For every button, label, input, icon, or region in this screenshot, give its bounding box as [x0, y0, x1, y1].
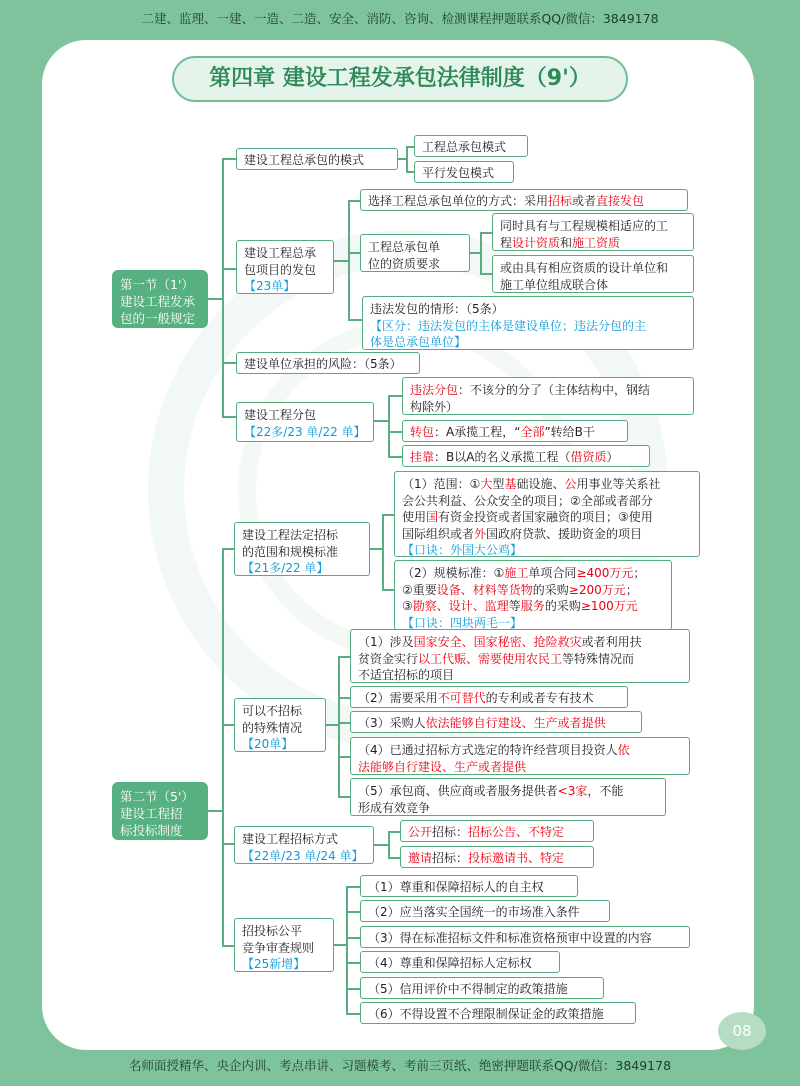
- connector: [374, 420, 388, 422]
- node-exempt-5: [350, 778, 666, 816]
- text: 础设施、: [516, 477, 565, 491]
- exam-tag: 【25新增】: [242, 957, 306, 971]
- rule-text: （4）尊重和保障招标人定标权: [368, 956, 532, 970]
- highlight: 投标邀请书、特定: [468, 851, 565, 865]
- connector: [338, 697, 350, 699]
- connector: [398, 158, 406, 160]
- text: 程: [500, 235, 513, 250]
- highlight: 招标公告、不特定: [468, 825, 565, 839]
- text: 选择工程总承包单位的方式：采用: [368, 194, 549, 208]
- connector: [370, 548, 382, 550]
- node-tender-scope: [234, 522, 370, 576]
- connector: [346, 988, 360, 990]
- connector: [222, 158, 224, 416]
- text: 会公共利益、公众安全的项目；②全部或者部分: [402, 493, 653, 508]
- connector: [374, 844, 388, 846]
- text: 等特殊情况而: [562, 651, 635, 666]
- node-exempt-2: [350, 686, 628, 708]
- node-label: 建设工程法定招标: [242, 528, 339, 542]
- connector: [382, 514, 394, 516]
- exam-tag: 【23单】: [244, 279, 296, 293]
- highlight: 勘察、设计、监理: [412, 599, 509, 613]
- highlight: 大: [480, 477, 493, 491]
- connector: [338, 796, 350, 798]
- node-subcontracting: [236, 402, 374, 442]
- text: ）: [606, 450, 619, 464]
- section-2-number: 第二节（5'）: [120, 789, 194, 804]
- page-title: 第四章 建设工程发承包法律制度（9'）: [209, 66, 591, 91]
- connector: [388, 831, 400, 833]
- text: 国际组织或者: [402, 526, 475, 541]
- highlight: 借资质: [570, 450, 607, 464]
- list-item: [360, 926, 690, 948]
- node-qualification: [360, 234, 470, 272]
- mnemonic: 【口诀：外国大公鸡】: [402, 543, 523, 557]
- text: 或者: [572, 194, 597, 208]
- section-1-box: [112, 270, 208, 328]
- text: （1）范围：①: [402, 477, 481, 491]
- highlight: 国: [426, 510, 439, 524]
- node-mode-parallel: [414, 161, 514, 183]
- text: ③: [402, 599, 413, 613]
- highlight: ≥400万元: [576, 566, 634, 580]
- node-label: 建设工程招标方式: [242, 832, 339, 846]
- node-label: 可以不招标: [242, 704, 303, 718]
- list-item: [360, 1002, 636, 1024]
- text: ；: [633, 566, 646, 580]
- list-item: [360, 900, 610, 922]
- text: 的采购: [532, 582, 569, 597]
- node-exempt-3: [350, 711, 642, 733]
- connector: [222, 158, 236, 160]
- connector: [346, 1013, 360, 1015]
- highlight: 国家安全、国家秘密、抢险救灾: [413, 635, 582, 649]
- connector: [222, 945, 234, 947]
- text: ”转给B干: [544, 425, 595, 439]
- text: 不适宜招标的项目: [358, 668, 455, 682]
- highlight: 设备、材料等货物: [436, 582, 533, 597]
- text: ：A承揽工程，“: [434, 425, 521, 439]
- highlight: 法能够自行建设、生产或者提供: [358, 759, 527, 774]
- note: 体是总承包单位】: [370, 335, 467, 349]
- highlight: 施工资质: [572, 235, 621, 250]
- text: （1）涉及: [358, 635, 414, 649]
- highlight: 依: [617, 743, 630, 757]
- list-item: [360, 951, 560, 973]
- highlight: 外: [474, 526, 487, 541]
- connector: [348, 319, 362, 321]
- text: 招标：: [432, 825, 469, 839]
- connector: [388, 857, 400, 859]
- node-contract-mode: [236, 148, 398, 170]
- node-epc-issuing: [236, 240, 334, 294]
- page-number: 08: [718, 1012, 766, 1050]
- rule-text: （3）得在标准招标文件和标准资格预审中设置的内容: [368, 931, 652, 945]
- highlight: 全部: [520, 425, 545, 439]
- text: ：B以A的名义承揽工程（: [434, 450, 571, 464]
- highlight: 违法分包: [410, 383, 459, 397]
- section-2-box: [112, 782, 208, 840]
- connector: [388, 395, 402, 397]
- node-label: 的范围和规模标准: [242, 544, 339, 559]
- node-illegal-subcontract: [402, 377, 694, 415]
- list-item: [360, 977, 604, 999]
- connector: [208, 810, 222, 812]
- node-illegal-issuing: [362, 296, 694, 350]
- node-invited-tender: [400, 846, 594, 868]
- highlight: 施工: [504, 566, 529, 580]
- text: ：不该分的分了（主体结构中，钢结: [458, 383, 651, 397]
- connector: [338, 722, 350, 724]
- highlight: 依法能够自行建设、生产或者提供: [425, 716, 606, 730]
- text: 使用: [402, 510, 427, 524]
- top-banner-text: 二建、监理、一建、一造、二造、安全、消防、咨询、检测课程押题联系QQ/微信：3849178: [141, 11, 659, 26]
- connector: [208, 298, 222, 300]
- node-exempt-4: [350, 737, 690, 775]
- text: 等: [508, 599, 521, 613]
- section-2-title-line2: 标投标制度: [120, 823, 183, 838]
- connector: [382, 589, 394, 591]
- highlight: 基: [504, 477, 517, 491]
- highlight: ≥100万元: [580, 599, 638, 613]
- exam-tag: 【20单】: [242, 737, 294, 751]
- bottom-banner-text: 名师面授精华、央企内训、考点串讲、习题模考、考前三页纸、绝密押题联系QQ/微信：3849178: [128, 1058, 672, 1073]
- node-label: 招投标公平: [242, 924, 303, 938]
- highlight: 不可替代: [437, 691, 486, 705]
- rule-text: （5）信用评价中不得制定的政策措施: [368, 982, 568, 996]
- text: 构除外）: [410, 399, 459, 414]
- rule-text: （2）应当落实全国统一的市场准入条件: [368, 905, 580, 919]
- node-label: 建设工程总承包的模式: [244, 153, 365, 167]
- text: 型: [492, 477, 505, 491]
- highlight: 设计资质: [512, 235, 561, 250]
- connector: [222, 548, 234, 550]
- node-mode-epc: [414, 135, 528, 157]
- node-label: 建设工程分包: [244, 408, 317, 422]
- node-affiliation: [402, 445, 650, 467]
- connector: [334, 260, 348, 262]
- connector: [406, 146, 408, 172]
- connector: [338, 656, 350, 658]
- highlight: <3家: [557, 784, 588, 798]
- connector: [480, 273, 492, 275]
- mnemonic: 【口诀：四块两毛一】: [402, 615, 523, 630]
- connector: [388, 831, 390, 858]
- node-label: 包项目的发包: [244, 262, 317, 277]
- node-tender-range: [394, 471, 700, 557]
- connector: [222, 843, 234, 845]
- text: （3）采购人: [358, 716, 426, 730]
- text: （4）已通过招标方式选定的特许经营项目投资人: [358, 743, 618, 757]
- node-tender-method: [234, 826, 374, 864]
- exam-tag: 【21多/22 单】: [242, 561, 329, 575]
- connector: [406, 171, 414, 173]
- node-open-tender: [400, 820, 594, 842]
- highlight: ≥200万元: [568, 582, 626, 597]
- section-1-title-line1: 建设工程发承: [120, 294, 196, 309]
- highlight: 挂靠: [410, 450, 435, 464]
- text: （5）承包商、供应商或者服务提供者: [358, 784, 558, 798]
- exam-tag: 【22多/23 单/22 单】: [244, 424, 366, 439]
- text: ②重要: [402, 582, 437, 597]
- text: 或由具有相应资质的设计单位和: [500, 261, 669, 275]
- highlight: 邀请: [408, 851, 433, 865]
- text: 单项合同: [528, 566, 577, 580]
- connector: [346, 937, 360, 939]
- node-label: 平行发包模式: [422, 166, 495, 180]
- connector: [406, 146, 414, 148]
- highlight: 直接发包: [596, 194, 645, 208]
- text: 用事业等关系社: [576, 477, 661, 491]
- connector: [348, 252, 360, 254]
- text: 形成有效竞争: [358, 800, 431, 815]
- connector: [480, 232, 492, 234]
- section-2-title-line1: 建设工程招: [120, 806, 183, 821]
- connector: [326, 724, 338, 726]
- connector: [346, 886, 360, 888]
- text: 同时具有与工程规模相适应的工: [500, 219, 669, 233]
- connector: [222, 362, 236, 364]
- node-no-tender: [234, 698, 326, 752]
- exam-tag: 【22单/23 单/24 单】: [242, 848, 364, 863]
- node-label: 位的资质要求: [368, 256, 441, 271]
- rule-text: （6）不得设置不合理限制保证金的政策措施: [368, 1007, 604, 1021]
- text: 贫资金实行: [358, 651, 419, 666]
- highlight: 公: [564, 477, 577, 491]
- connector: [222, 268, 236, 270]
- text: 有资金投资或者国家融资的项目；③使用: [438, 510, 653, 524]
- node-label: 建设工程总承: [244, 246, 317, 260]
- note: 【区分：违法发包的主体是建设单位；违法分包的主: [370, 318, 647, 333]
- connector: [338, 656, 340, 797]
- connector: [480, 232, 482, 274]
- node-qual-both: [492, 213, 694, 251]
- node-select-contractor: [360, 189, 688, 211]
- highlight: 服务: [520, 599, 545, 613]
- connector: [346, 962, 360, 964]
- connector: [382, 514, 384, 590]
- text: 国政府贷款、援助资金的项目: [486, 526, 643, 541]
- connector: [388, 395, 390, 457]
- text: ；: [625, 582, 638, 597]
- node-employer-risk: [236, 352, 420, 374]
- section-1-number: 第一节（1'）: [120, 277, 194, 292]
- text: 的采购: [544, 599, 581, 613]
- node-qual-consortium: [492, 255, 694, 293]
- connector: [348, 200, 360, 202]
- highlight: 招标: [548, 194, 573, 208]
- text: 的专利或者专有技术: [485, 691, 594, 705]
- text: 招标：: [432, 851, 469, 865]
- text: 施工单位组成联合体: [500, 277, 609, 292]
- node-fair-competition: [234, 918, 334, 972]
- connector: [338, 756, 350, 758]
- highlight: 转包: [410, 425, 435, 439]
- connector: [388, 431, 402, 433]
- connector: [346, 886, 348, 1014]
- text: （2）规模标准：①: [402, 566, 505, 580]
- connector: [348, 200, 350, 320]
- text: 和: [560, 235, 573, 250]
- connector: [334, 944, 346, 946]
- node-exempt-1: [350, 629, 690, 683]
- highlight: 以工代赈、需要使用农民工: [418, 651, 563, 666]
- text: （2）需要采用: [358, 691, 438, 705]
- rule-text: （1）尊重和保障招标人的自主权: [368, 880, 544, 894]
- connector: [388, 456, 402, 458]
- node-transfer: [402, 420, 628, 442]
- highlight: 公开: [408, 825, 433, 839]
- text: 或者利用扶: [581, 635, 642, 649]
- node-label: 竞争审查规则: [242, 940, 315, 955]
- list-item: [360, 875, 578, 897]
- node-label: 建设单位承担的风险：（5条）: [244, 357, 402, 371]
- connector: [222, 416, 236, 418]
- text: 违法发包的情形：（5条）: [370, 302, 504, 316]
- connector: [222, 548, 224, 946]
- text: ，不能: [587, 784, 624, 798]
- node-label: 的特殊情况: [242, 720, 303, 735]
- connector: [470, 252, 480, 254]
- node-label: 工程总承包单: [368, 240, 441, 254]
- node-label: 工程总承包模式: [422, 140, 507, 154]
- node-tender-scale: [394, 560, 672, 630]
- connector: [222, 724, 234, 726]
- connector: [346, 911, 360, 913]
- section-1-title-line2: 包的一般规定: [120, 311, 196, 326]
